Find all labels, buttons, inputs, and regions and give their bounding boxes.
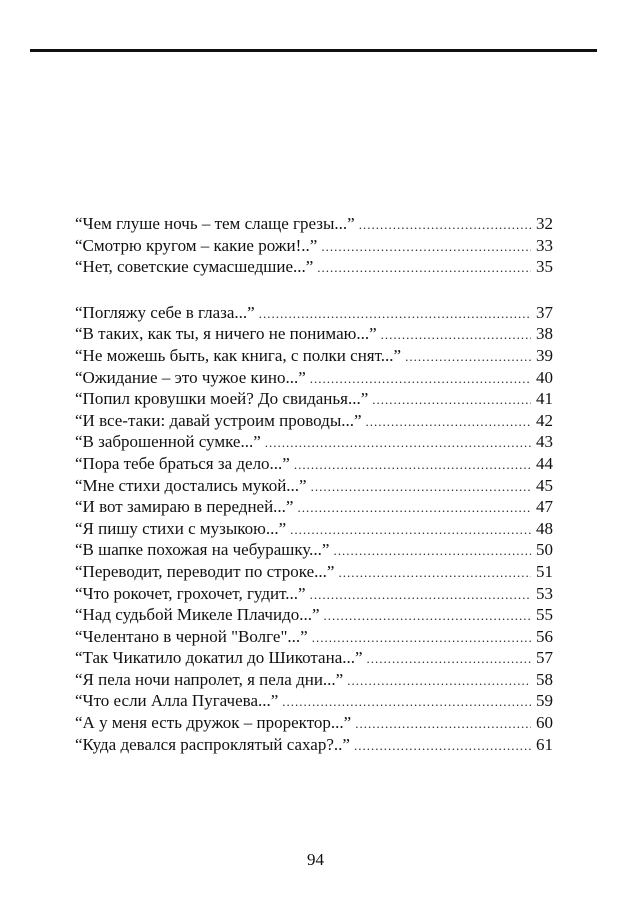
toc-entry-title: “Я пела ночи напролет, я пела дни...” xyxy=(75,669,344,689)
toc-entry xyxy=(75,712,553,734)
toc-entry-title: “Так Чикатило докатил до Шикотана...” xyxy=(75,648,363,668)
dot-leader xyxy=(282,691,531,713)
toc-entry-title: “Нет, советские сумасшедшие...” xyxy=(75,257,314,277)
toc-entry-title: “Пора тебе браться за дело...” xyxy=(75,453,290,473)
toc-entry xyxy=(75,302,553,324)
toc-entry xyxy=(75,367,553,389)
toc-entry-page: 44 xyxy=(536,453,553,473)
toc-entry xyxy=(75,583,553,605)
dot-leader xyxy=(297,497,531,519)
toc-entry xyxy=(75,431,553,453)
page-number: 94 xyxy=(307,850,324,869)
toc-entry-title: “Я пишу стихи с музыкою...” xyxy=(75,518,287,538)
toc-entry-title: “Чем глуше ночь – тем слаще грезы...” xyxy=(75,214,355,233)
toc-entry-title: “В таких, как ты, я ничего не понимаю...” xyxy=(75,324,377,344)
toc-group xyxy=(75,213,553,278)
dot-leader xyxy=(355,713,531,735)
toc-entry xyxy=(75,626,553,648)
toc-entry xyxy=(75,475,553,497)
toc-entry-page: 56 xyxy=(536,626,553,646)
toc-entry-title: “Куда девался распроклятый сахар?..” xyxy=(75,734,350,754)
toc-entry xyxy=(75,496,553,518)
toc-entry xyxy=(75,345,553,367)
dot-leader xyxy=(290,519,531,541)
toc-entry xyxy=(75,647,553,669)
toc-entry-page: 40 xyxy=(536,367,553,387)
dot-leader xyxy=(338,562,531,584)
toc-entry-page: 58 xyxy=(536,669,553,689)
toc-entry xyxy=(75,323,553,345)
toc-entry xyxy=(75,539,553,561)
dot-leader xyxy=(372,389,531,411)
toc-entry-page: 39 xyxy=(536,345,553,365)
toc-entry-page: 53 xyxy=(536,583,553,603)
toc-entry-page: 45 xyxy=(536,475,553,495)
toc-group xyxy=(75,302,553,755)
toc-entry-page: 48 xyxy=(536,518,553,538)
toc-entry-page: 59 xyxy=(536,691,553,711)
toc-entry xyxy=(75,669,553,691)
toc-entry xyxy=(75,690,553,712)
toc-entry-page: 47 xyxy=(536,497,553,517)
toc-entry-title: “Над судьбой Микеле Плачидо...” xyxy=(75,605,320,625)
toc-entry-title: “Погляжу себе в глаза...” xyxy=(75,302,255,322)
toc-entry-title: “В заброшенной сумке...” xyxy=(75,432,261,452)
dot-leader xyxy=(333,540,531,562)
toc-entry-title: “Ожидание – это чужое кино...” xyxy=(75,367,306,387)
toc-entry-title: “Мне стихи достались мукой...” xyxy=(75,475,307,495)
dot-leader xyxy=(324,605,531,627)
toc-entry xyxy=(75,453,553,475)
toc-entry-page: 33 xyxy=(536,235,553,255)
dot-leader xyxy=(294,454,531,476)
toc-entry-page: 41 xyxy=(536,389,553,409)
toc-entry-title: “Переводит, переводит по строке...” xyxy=(75,561,335,581)
dot-leader xyxy=(311,476,531,498)
toc-entry-title: “В шапке похожая на чебурашку...” xyxy=(75,540,330,560)
toc-entry-title: “Не можешь быть, как книга, с полки снят...” xyxy=(75,345,402,365)
dot-leader xyxy=(310,584,531,606)
toc-entry xyxy=(75,561,553,583)
toc-entry-page: 57 xyxy=(536,648,553,668)
toc-entry xyxy=(75,604,553,626)
toc-entry-title: “Что рокочет, грохочет, гудит...” xyxy=(75,583,306,603)
toc-entry-page: 51 xyxy=(536,561,553,581)
dot-leader xyxy=(312,627,531,649)
dot-leader xyxy=(259,303,531,325)
toc-entry-title: “Челентано в черной "Волге"...” xyxy=(75,626,308,646)
toc-entry xyxy=(75,235,553,257)
toc-entry-page: 38 xyxy=(536,324,553,344)
toc-entry-page: 55 xyxy=(536,605,553,625)
dot-leader xyxy=(405,346,531,368)
toc-entry-title: “И вот замираю в передней...” xyxy=(75,497,294,517)
toc-entry xyxy=(75,213,553,235)
dot-leader xyxy=(366,411,531,433)
toc-entry xyxy=(75,518,553,540)
toc-entry xyxy=(75,734,553,756)
toc-entry-page: 35 xyxy=(536,257,553,277)
dot-leader xyxy=(354,735,531,757)
dot-leader xyxy=(265,432,531,454)
toc-entry-page: 42 xyxy=(536,410,553,430)
dot-leader xyxy=(359,214,531,236)
toc-entry xyxy=(75,410,553,432)
dot-leader xyxy=(321,236,531,258)
toc-entry xyxy=(75,256,553,278)
dot-leader xyxy=(347,670,531,692)
toc-entry-page: 61 xyxy=(536,734,553,754)
table-of-contents xyxy=(75,213,553,755)
toc-entry-title: “Попил кровушки моей? До свиданья...” xyxy=(75,389,369,409)
toc-entry-page: 32 xyxy=(536,214,553,233)
toc-entry-page: 43 xyxy=(536,432,553,452)
toc-entry-page: 37 xyxy=(536,302,553,322)
dot-leader xyxy=(367,648,531,670)
toc-entry-title: “Смотрю кругом – какие рожи!..” xyxy=(75,235,318,255)
toc-entry-title: “И все-таки: давай устроим проводы...” xyxy=(75,410,362,430)
toc-entry xyxy=(75,388,553,410)
toc-entry-page: 60 xyxy=(536,713,553,733)
top-rule xyxy=(30,49,597,52)
dot-leader xyxy=(381,324,531,346)
dot-leader xyxy=(317,257,531,279)
toc-entry-title: “А у меня есть дружок – проректор...” xyxy=(75,713,352,733)
dot-leader xyxy=(310,368,531,390)
toc-entry-title: “Что если Алла Пугачева...” xyxy=(75,691,279,711)
toc-entry-page: 50 xyxy=(536,540,553,560)
